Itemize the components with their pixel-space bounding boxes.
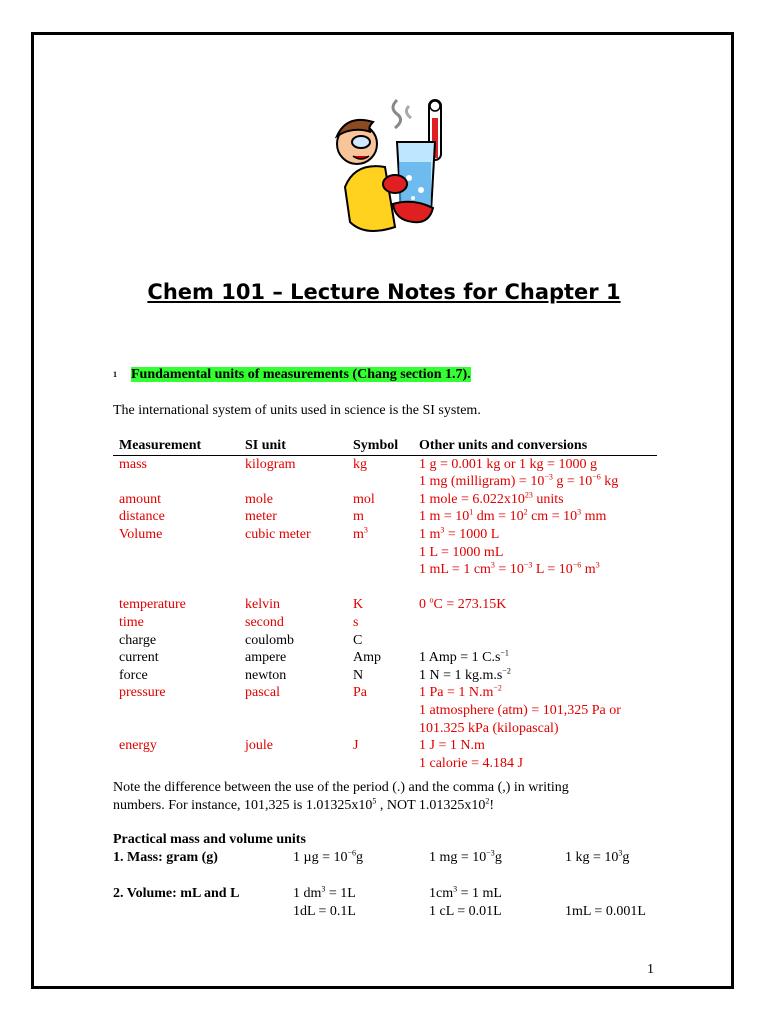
conversion-cell: 1 calorie = 4.184 J xyxy=(419,755,523,771)
symbol-cell: J xyxy=(353,738,359,754)
table-row xyxy=(113,455,657,473)
header-si-unit: SI unit xyxy=(239,437,347,455)
measurement-cell: mass xyxy=(119,456,147,472)
measurement-cell: temperature xyxy=(119,597,186,613)
conversion-cell: 1 atmosphere (atm) = 101,325 Pa or xyxy=(419,702,621,718)
symbol-cell xyxy=(347,544,413,562)
symbol-cell: m xyxy=(353,509,364,525)
measurement-cell xyxy=(113,579,239,597)
conversion-cell: 1 J = 1 N.m xyxy=(419,738,485,754)
practical-heading: Practical mass and volume units xyxy=(113,832,306,847)
conversion-cell: 0 $^o$C = 273.15K xyxy=(419,595,507,613)
volume-cl: 1 cL = 0.01L xyxy=(429,904,502,919)
si-unit-cell: coulomb xyxy=(245,632,294,648)
symbol-cell xyxy=(347,702,413,720)
measurement-cell: distance xyxy=(119,509,165,525)
si-unit-cell: kelvin xyxy=(245,597,280,613)
si-unit-cell: cubic meter xyxy=(245,526,311,542)
measurement-cell: force xyxy=(119,667,148,683)
symbol-cell: K xyxy=(353,597,364,613)
conversion-cell: 1 $m = 10^1$ dm = $10^2$ cm = $10^3$ mm xyxy=(419,507,607,525)
table-row xyxy=(113,579,657,597)
conversion-cell: 1 $m^3 = 1000$ L xyxy=(419,525,500,542)
symbol-cell: s xyxy=(353,614,359,630)
conversion-cell: 1 Amp = 1 $C.s^{-1}$ xyxy=(419,648,509,666)
si-unit-cell: mole xyxy=(245,491,273,507)
note-line-2: numbers. For instance, 101,325 is $1.01325x10^5$ , NOT $1.01325x10^2$! xyxy=(113,796,495,813)
measurement-cell xyxy=(113,473,239,491)
conversion-cell: 1 g = 0.001 kg or 1 kg = 1000 g xyxy=(419,456,597,472)
table-row xyxy=(113,526,657,544)
header-symbol: Symbol xyxy=(347,437,413,455)
measurement-cell xyxy=(113,755,239,773)
mass-kilogram: 1 kg = $10^3g$ xyxy=(565,848,630,865)
header-conversions: Other units and conversions xyxy=(413,437,657,455)
note-paragraph xyxy=(113,779,569,815)
symbol-cell: mol xyxy=(353,491,375,507)
section-number: 1 xyxy=(113,370,117,380)
table-row xyxy=(113,720,657,738)
table-row xyxy=(113,684,657,702)
measurement-cell: Volume xyxy=(119,526,163,542)
measurement-cell: charge xyxy=(119,632,157,648)
mass-label: 1. Mass: gram (g) xyxy=(113,850,218,865)
si-unit-cell: pascal xyxy=(245,685,280,701)
measurement-cell xyxy=(113,702,239,720)
conversion-cell xyxy=(413,632,657,650)
conversion-cell xyxy=(413,579,657,597)
measurement-cell: energy xyxy=(119,738,157,754)
si-unit-cell: kilogram xyxy=(245,456,296,472)
si-unit-cell: second xyxy=(245,614,284,630)
intro-text: The international system of units used in science is the SI system. xyxy=(113,403,481,418)
si-unit-cell xyxy=(239,561,347,579)
si-unit-cell xyxy=(239,544,347,562)
header-measurement: Measurement xyxy=(113,437,239,455)
conversion-cell: 1 L = 1000 mL xyxy=(419,544,504,560)
conversion-cell xyxy=(413,614,657,632)
volume-ml: 1mL = 0.001L xyxy=(565,904,646,919)
table-row xyxy=(113,649,657,667)
si-unit-cell xyxy=(239,473,347,491)
table-row xyxy=(113,702,657,720)
si-unit-cell xyxy=(239,755,347,773)
symbol-cell xyxy=(347,579,413,597)
si-unit-cell: ampere xyxy=(245,650,287,666)
symbol-cell xyxy=(347,473,413,491)
conversion-cell: 101.325 kPa (kilopascal) xyxy=(419,720,559,736)
section-label: Fundamental units of measurements (Chang section 1.7). xyxy=(131,367,471,382)
measurement-cell xyxy=(113,544,239,562)
table-row xyxy=(113,561,657,579)
table-row xyxy=(113,596,657,614)
symbol-cell: C xyxy=(353,632,363,648)
symbol-cell xyxy=(347,720,413,738)
table-row xyxy=(113,614,657,632)
symbol-cell: Pa xyxy=(353,685,367,701)
table-row xyxy=(113,508,657,526)
scientist-illustration xyxy=(325,92,465,242)
table-row xyxy=(113,632,657,650)
conversion-cell: 1 Pa = 1 $N.m^{-2}$ xyxy=(419,683,502,701)
volume-dm3: 1 $dm^3 = 1L$ xyxy=(293,884,356,901)
measurement-cell xyxy=(113,561,239,579)
measurement-cell: time xyxy=(119,614,144,630)
table-row xyxy=(113,755,657,773)
measurement-cell: current xyxy=(119,650,159,666)
conversion-cell: 1 mole = $6.022x10^{23}$ units xyxy=(419,490,564,507)
symbol-cell: kg xyxy=(353,456,367,472)
si-unit-cell xyxy=(239,702,347,720)
units-table xyxy=(113,437,657,772)
table-row xyxy=(113,544,657,562)
symbol-cell: Amp xyxy=(353,650,381,666)
measurement-cell: amount xyxy=(119,491,161,507)
si-unit-cell: newton xyxy=(245,667,287,683)
table-row xyxy=(113,737,657,755)
symbol-cell: N xyxy=(353,667,364,683)
table-row xyxy=(113,473,657,491)
si-unit-cell: meter xyxy=(245,509,277,525)
volume-dl: 1dL = 0.1L xyxy=(293,904,356,919)
si-unit-cell xyxy=(239,579,347,597)
si-unit-cell xyxy=(239,720,347,738)
table-row xyxy=(113,667,657,685)
mass-microgram: 1 $\mu g = 10^{-6}g$ xyxy=(293,848,363,865)
symbol-cell xyxy=(347,561,413,579)
conversion-cell: 1 mL = 1 $cm^3 = 10^{-3}$ $L = 10^{-6}$ $m^3$ xyxy=(419,560,600,578)
symbol-cell xyxy=(347,755,413,773)
page-number: 1 xyxy=(647,962,654,977)
mass-milligram: 1 mg = $10^{-3}g$ xyxy=(429,848,502,865)
conversion-cell: 1 N = 1 $kg.m.s^{-2}$ xyxy=(419,666,511,683)
note-line-1: Note the difference between the use of the period (.) and the comma (,) in writing xyxy=(113,780,569,795)
table-row xyxy=(113,491,657,509)
section-heading xyxy=(113,367,471,383)
measurement-cell xyxy=(113,720,239,738)
conversion-cell: 1 mg (milligram) = $10^{-3}$ $g = 10^{-6}$ kg xyxy=(419,472,619,490)
units-table-header xyxy=(113,437,657,455)
symbol-cell: $m^3$ xyxy=(353,525,368,542)
volume-label: 2. Volume: mL and L xyxy=(113,886,240,901)
measurement-cell: pressure xyxy=(119,685,166,701)
si-unit-cell: joule xyxy=(245,738,273,754)
volume-cm3: $1cm^3 = 1$ mL xyxy=(429,884,502,901)
page-title: Chem 101 – Lecture Notes for Chapter 1 xyxy=(147,280,621,304)
